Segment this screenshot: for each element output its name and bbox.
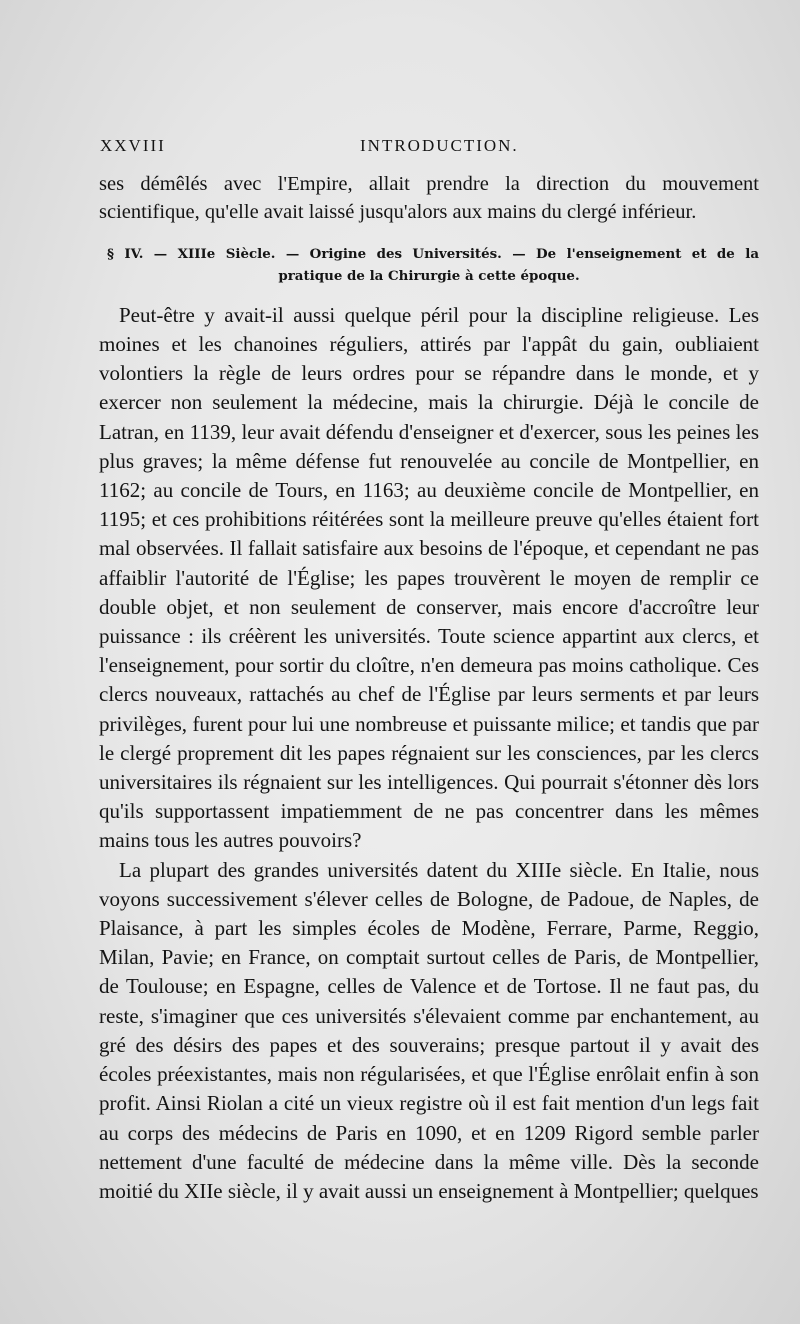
continuation-paragraph: ses démêlés avec l'Empire, allait prendre la direction du mouvement scientifique, qu'elle avait laissé jusqu'alors aux mains du clergé inférieur. bbox=[99, 173, 759, 224]
page-header bbox=[100, 136, 760, 166]
paragraph-1: Peut-être y avait-il aussi quelque péril pour la discipline religieuse. Les moines et les chanoines réguliers, attirés par l'appât du gain, oubliaient volontiers la règle de leurs ordres pour se répandre dans le monde, et y exercer non seulement la médecine, mais la chirurgie. Déjà le concile de Latran, en 1139, leur avait défendu d'enseigner et d'exercer, sous les peines les plus graves; la même défense fut renouvelée au concile de Montpellier, en 1162; au concile de Tours, en 1163; au deuxième concile de Montpellier, en 1195; et ces prohibitions réitérées sont la meilleure preuve qu'elles étaient fort mal observées. Il fallait satisfaire aux besoins de l'époque, et cependant ne pas affaiblir l'autorité de l'Église; les papes trouvèrent le moyen de remplir ce double objet, et non seulement de conserver, mais encore d'accroître leur puissance : ils créèrent les universités. Toute science appartint aux clercs, et l'enseignement, pour sortir du cloître, n'en demeura pas moins catholique. Ces clercs nouveaux, rattachés au chef de l'Église par leurs serments et par leurs privilèges, furent pour lui une nombreuse et puissante milice; et tandis que par le clergé proprement dit les papes régnaient sur les consciences, par les clercs universitaires ils régnaient sur les intelligences. Qui pourrait s'étonner dès lors qu'ils supportassent impatiemment de ne pas concentrer dans les mêmes mains tous les autres pouvoirs? bbox=[99, 302, 759, 853]
section-heading-line-1: § IV. — XIIIe Siècle. — Origine des Universités. — De l'enseignement et de la bbox=[107, 245, 759, 262]
running-title: INTRODUCTION. bbox=[360, 136, 519, 155]
paragraph-2: La plupart des grandes universités datent du XIIIe siècle. En Italie, nous voyons successivement s'élever celles de Bologne, de Padoue, de Naples, de Plaisance, à part les simples écoles de Modène, Ferrare, Parme, Reggio, Milan, Pavie; en France, on comptait surtout celles de Paris, de Montpellier, de Toulouse; en Espagne, celles de Valence et de Tortose. Il ne faut pas, du reste, s'imaginer que ces universités s'élevaient comme par enchantement, au gré des désirs des papes et des souverains; presque partout il y avait des écoles préexistantes, mais non régularisées, et que l'Église enrôlait enfin à son profit. Ainsi Riolan a cité un vieux registre où il est fait mention d'un legs fait au corps des médecins de Paris en 1090, et en 1209 Rigord semble parler nettement d'une faculté de médecine dans la même ville. Dès la seconde moitié du XIIe siècle, il y avait aussi un enseignement à Montpellier; quelques bbox=[99, 857, 759, 1203]
section-heading-line-2: pratique de la Chirurgie à cette époque. bbox=[278, 267, 580, 284]
page-number: XXVIII bbox=[100, 136, 166, 155]
section-heading bbox=[99, 243, 759, 287]
text-block bbox=[99, 170, 759, 1206]
